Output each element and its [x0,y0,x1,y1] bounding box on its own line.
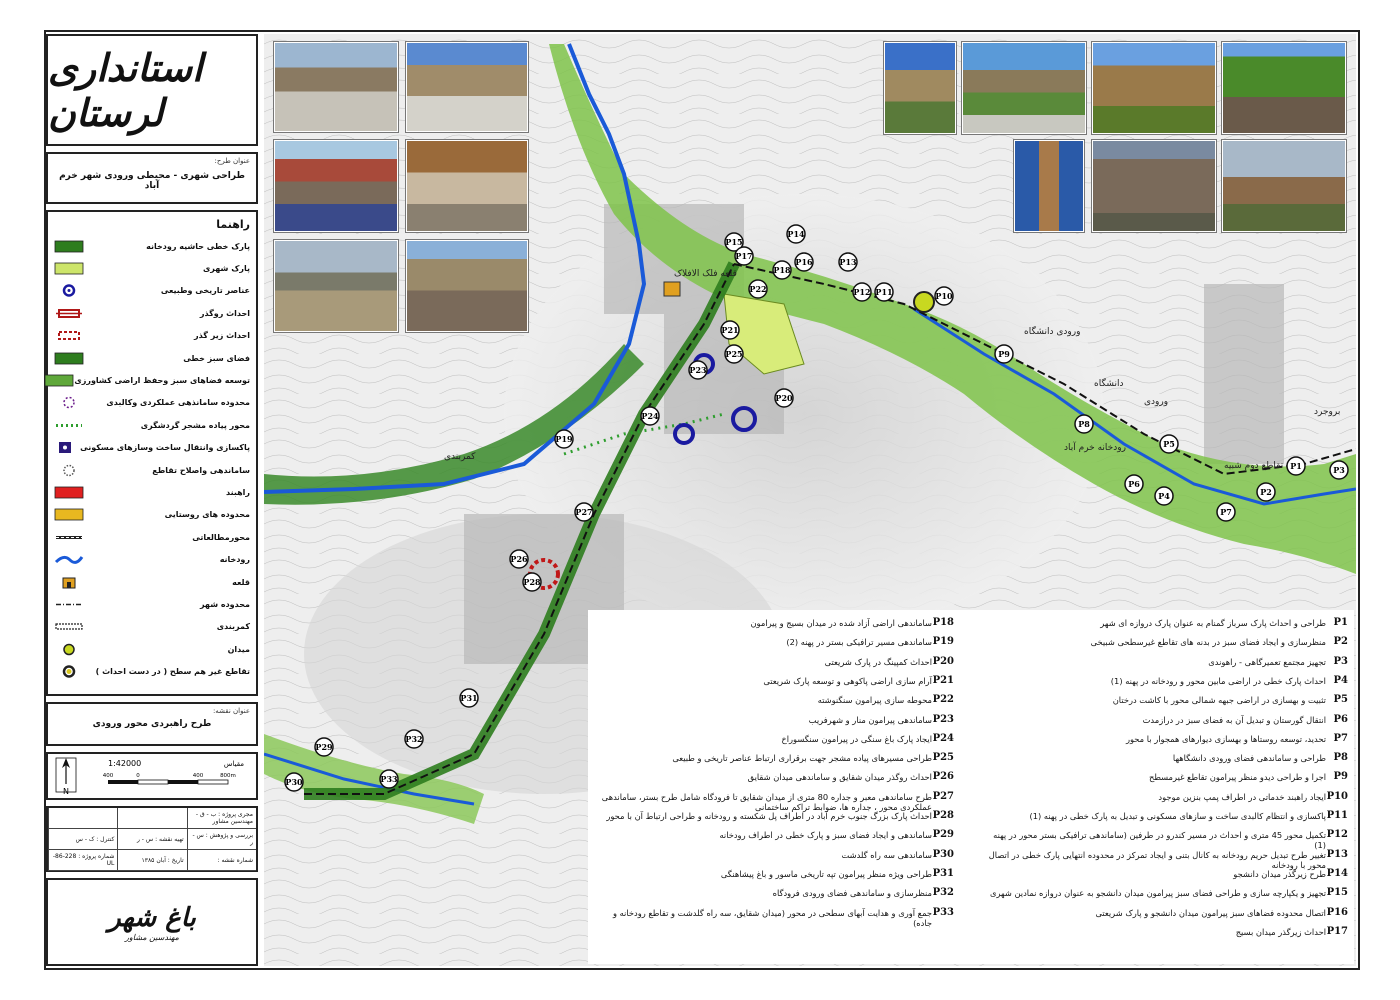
note-code: P9 [1333,771,1348,783]
historic-element-icon [54,284,84,297]
site-photo [1222,42,1346,134]
info-cell: مجری پروژه : ب - ق - مهندسین مشاور [187,808,256,828]
interchange-icon [54,665,84,678]
note-text: ایجاد راهبند خدماتی در اطراف پمپ بنزین موجود [1158,791,1326,802]
note-text: تجهیز و یکپارچه سازی و طراحی فضای سبز پیرامون میدان دانشجو به عنوان دروازه نمادین شهری [989,888,1326,899]
note-row [988,927,1348,937]
svg-text:P32: P32 [405,734,423,744]
site-photo [274,240,398,332]
note-code: P14 [1326,867,1348,879]
marker-p32 [405,730,423,748]
legend-item-label: محدوده سامانذهی عملکردی وکالبدی [106,398,250,408]
note-text: اجرا و طراحی دیدو منظر پیرامون تقاطع غیرمسطح [1148,772,1326,783]
note-row [988,908,1348,918]
marker-p19 [555,430,573,448]
info-cell [117,808,186,828]
svg-text:P31: P31 [460,693,478,703]
linear-green-swatch [54,352,84,365]
legend-item [54,481,250,503]
marker-p16 [795,253,813,271]
marker-p26 [510,550,528,568]
svg-text:P22: P22 [749,284,767,294]
marker-p33 [380,770,398,788]
note-row [988,715,1348,725]
legend-item-label: عناصر تاریخی وطبیعی [160,286,250,296]
svg-text:P18: P18 [773,265,791,275]
marker-p22 [749,280,767,298]
note-text: طراحی مسیرهای پیاده مشجر جهت برقراری ارتباط عناصر تاریخی و طبیعی [672,753,932,764]
map-label: تقاطع دوم شبیه [1224,461,1284,471]
marker-p27 [575,503,593,521]
legend-item-label: توسعه فضاهای سبز وحفظ اراضی کشاورزی [74,376,250,386]
svg-text:P17: P17 [735,251,753,261]
note-code: P20 [932,655,954,667]
note-code: P1 [1333,617,1348,628]
note-code: P30 [932,848,954,860]
note-row [594,792,954,812]
note-row [594,830,954,840]
note-code: P19 [932,636,954,648]
note-text: ایجاد پارک باغ سنگی در پیرامون سنگسوراخ [781,733,932,744]
legend-item-label: محدوده شهر [199,599,250,609]
info-cell: تهیه نقشه : س - ر [117,829,186,849]
note-code: P29 [932,829,954,841]
logo-subtitle: مهندسین مشاور [125,932,179,942]
note-text: منظرسازی و ایجاد فضای سبز در بدنه های تقاطع غیرسطحی شبیخی [1090,637,1326,648]
marker-p5 [1160,435,1178,453]
barrier-swatch [54,486,84,499]
note-text: ساماندهی و ایجاد فضای سبز و پارک خطی در اطراف رودخانه [719,830,932,841]
rural-zone-swatch [54,508,84,521]
note-text: ساماندهی مسیر ترافیکی بستر در پهنه (2) [786,637,932,648]
info-row [48,850,256,871]
svg-text:P13: P13 [839,257,857,267]
north-label: N [63,787,69,796]
svg-text:P21: P21 [721,325,739,335]
note-code: P8 [1333,752,1348,764]
project-info-table [46,806,258,872]
legend-item [54,392,250,414]
svg-text:P33: P33 [380,774,398,784]
note-text: ساماندهی سه راه گلدشت [841,849,932,860]
note-code: P22 [932,694,954,706]
svg-text:P29: P29 [315,742,333,752]
legend-item-label: کمربندی [216,622,250,632]
legend-item [54,280,250,302]
legend-item-label: قلعه [232,577,250,587]
note-text: جمع آوری و هدایت آبهای سطحی در محور (میدان شقایق، سه راه گلدشت و تقاطع رودخانه و جاده) [612,907,932,928]
note-row [988,772,1348,782]
info-row [48,808,256,829]
map-label: بروجرد [1314,407,1341,417]
marker-p10 [935,287,953,305]
svg-text:P15: P15 [725,237,743,247]
sheet-label: عنوان نقشه: [212,707,250,715]
site-photo [1092,42,1216,134]
project-label: عنوان طرح: [214,157,250,165]
consultant-logo [46,878,258,966]
linear-park-swatch [54,240,84,253]
svg-text:P11: P11 [875,287,893,297]
note-code: P6 [1333,713,1348,725]
scale-tick-2: 400 [192,773,204,779]
note-row [594,676,954,686]
note-row [594,908,954,928]
note-row [594,715,954,725]
map-label: قلعه فلک الافلاک [674,269,737,279]
note-code: P2 [1333,636,1348,648]
river-icon [54,553,84,566]
info-cell: تاریخ : آبان ۱۳۸۵ [117,850,186,870]
note-code: P15 [1326,887,1348,899]
note-code: P13 [1326,848,1348,860]
square-marker [914,292,934,312]
marker-p28 [523,573,541,591]
project-title-box [46,152,258,204]
note-row [988,695,1348,705]
legend-item-label: ساماندهی واصلاح تقاطع [152,465,250,475]
note-row [594,888,954,898]
svg-text:P2: P2 [1260,487,1272,497]
svg-text:P3: P3 [1333,465,1345,475]
marker-p14 [787,225,805,243]
marker-p1 [1287,457,1305,475]
note-row [594,695,954,705]
client-title: استانداری لرستان [48,45,203,135]
note-row [988,734,1348,744]
title-block-sidebar [44,30,260,970]
map-label: رودخانه خرم آباد [1064,443,1126,453]
svg-text:P9: P9 [998,349,1010,359]
note-text: تکمیل محور 45 متری و احداث در مسیر کندرو در طرفین (ساماندهی ترافیکی بستر محور در پهنه (1) [993,830,1326,851]
svg-text:P8: P8 [1078,419,1090,429]
marker-p17 [735,247,753,265]
svg-text:P25: P25 [725,349,743,359]
note-row [594,772,954,782]
legend-item [54,235,250,257]
note-code: P5 [1333,694,1348,706]
note-text: منظرسازی و ساماندهی فضای ورودی فرودگاه [772,888,932,899]
marker-p24 [641,407,659,425]
marker-p25 [725,345,743,363]
note-row [988,618,1348,628]
note-code: P28 [932,810,954,821]
legend-item-label: احداث روگذر [199,308,250,318]
note-text: تحدید، توسعه روستاها و بهسازی دیوارهای همجوار با محور [1126,733,1326,744]
legend-item [54,593,250,615]
svg-text:P28: P28 [523,577,541,587]
site-photo [1092,140,1216,232]
note-row [988,753,1348,763]
beltway-icon [54,620,84,633]
marker-p11 [875,283,893,301]
legend-item-label: تقاطع غیر هم سطح ( در دست احداث ) [95,667,250,677]
note-row [594,637,954,647]
svg-text:P1: P1 [1290,461,1302,471]
marker-p8 [1075,415,1093,433]
marker-p3 [1330,461,1348,479]
note-code: P12 [1326,829,1348,841]
overpass-icon [54,307,84,320]
scale-graphic [48,754,256,798]
svg-text:P7: P7 [1220,507,1232,517]
study-axis-icon [54,531,84,544]
agri-green-swatch [44,374,74,387]
square-icon [54,643,84,656]
site-photo [962,42,1086,134]
legend-item [54,437,250,459]
svg-text:P10: P10 [935,291,953,301]
functional-zone-icon [54,396,84,409]
underpass-icon [54,329,84,342]
svg-text:P24: P24 [641,411,659,421]
project-name: طراحی شهری - محیطی ورودی شهر خرم آباد [59,171,245,191]
urban-park-swatch [54,262,84,275]
site-photo [1014,140,1084,232]
city-boundary-icon [54,598,84,611]
scale-tick-3: 800m [220,773,236,779]
clearance-icon [50,441,80,454]
legend-item [54,325,250,347]
note-code: P7 [1333,732,1348,744]
marker-p29 [315,738,333,756]
legend-heading: راهنما [216,218,250,231]
note-row [988,830,1348,850]
note-text: طراحی و ساماندهی فضای ورودی دانشگاهها [1172,753,1326,764]
castle-icon [54,576,84,589]
legend-item-label: فضای سبز خطی [183,353,250,363]
svg-text:P19: P19 [555,434,573,444]
marker-p12 [853,283,871,301]
map-label: کمربندی [444,452,476,462]
note-code: P31 [932,867,954,879]
legend-item-label: پاکسازی وانتقال ساخت وسازهای مسکونی [80,443,250,453]
note-text: احداث زیرگذر میدان بسیج [1235,926,1326,937]
note-row [988,637,1348,647]
legend-item [54,459,250,481]
svg-text:P16: P16 [795,257,813,267]
marker-p9 [995,345,1013,363]
site-photo [1222,140,1346,232]
note-text: ساماندهی اراضی آزاد شده در میدان بسیج و پیرامون [750,618,932,628]
svg-text:P12: P12 [853,287,871,297]
note-code: P3 [1333,655,1348,667]
site-photo [406,140,528,232]
note-text: احداث کمپینگ در پارک شریعتی [824,656,932,667]
note-text: تثبیت و بهسازی در اراضی جبهه شمالی محور با کاشت درختان [1112,695,1326,706]
svg-text:P23: P23 [689,365,707,375]
note-code: P4 [1333,674,1348,686]
marker-p21 [721,321,739,339]
scale-ratio: 1:42000 [108,759,142,768]
note-text: اتصال محدوده فضاهای سبز پیرامون میدان دانشجو و پارک شریعتی [1095,907,1326,918]
scale-tick-0: 400 [102,773,114,779]
note-code: P27 [932,790,954,802]
marker-p6 [1125,475,1143,493]
legend-item-label: میدان [227,644,250,654]
note-row [988,850,1348,870]
marker-p2 [1257,483,1275,501]
client-title-box [46,34,258,146]
note-row [594,734,954,744]
svg-text:P4: P4 [1158,491,1170,501]
legend-item [54,504,250,526]
scale-bar [108,780,228,784]
legend-item [54,526,250,548]
svg-text:P5: P5 [1163,439,1175,449]
legend-item-label: محدوده های روستایی [164,510,250,520]
info-cell: بررسی و پژوهش : س - ر [187,829,256,849]
marker-p31 [460,689,478,707]
sheet-title-box [46,702,258,746]
note-row [988,676,1348,686]
legend-list [54,235,250,683]
note-code: P10 [1326,790,1348,802]
note-text: احداث روگذر میدان شقایق و ساماندهی میدان شقایق [747,772,932,783]
site-photo [884,42,956,134]
note-code: P32 [932,887,954,899]
legend-item [54,369,250,391]
tourist-walkway-icon [54,419,84,432]
intersection-icon [54,464,84,477]
marker-p23 [689,361,707,379]
note-text: طرح ساماندهی معبر و جداره 80 متری از میدان شقایق تا فرودگاه شامل طرح بستر، ساماندهی عملکردی محور ، جداره ها، ضوابط تراکم ساختمانی [601,791,932,812]
note-text: انتقال گورستان و تبدیل آن به فضای سبز در درازمدت [1142,714,1326,725]
legend-item-label: محور پیاده مشجر گردشگری [140,420,250,430]
scale-box [46,752,258,800]
marker-p18 [773,261,791,279]
note-row [594,869,954,879]
info-cell: کنترل : ک - س [48,829,117,849]
note-text: ساماندهی پیرامون منار و شهرفریب [808,714,932,725]
legend-item-label: پارک شهری [202,264,250,274]
legend-item-label: محورمطالعاتی [192,532,250,542]
note-row [988,792,1348,802]
site-photo [406,42,528,132]
note-row [594,850,954,860]
marker-p20 [775,389,793,407]
note-code: P11 [1326,810,1348,821]
legend-item [54,347,250,369]
legend-item [54,571,250,593]
svg-text:P6: P6 [1128,479,1140,489]
scale-label: مقیاس [223,760,244,768]
marker-p4 [1155,487,1173,505]
scale-tick-1: 0 [136,773,140,779]
legend-item-label: احداث زیر گذر [194,331,250,341]
note-code: P23 [932,713,954,725]
note-code: P16 [1326,906,1348,918]
site-photo [274,42,398,132]
legend-item [54,257,250,279]
note-row [988,869,1348,879]
marker-p13 [839,253,857,271]
note-text: تغییر طرح تبدیل حریم رودخانه به کانال بتنی و ایجاد تمرکز در محدوده انتهایی پارک خطی در اتصال محور با رودخانه [988,849,1326,870]
note-row [594,657,954,667]
note-row [594,811,954,821]
note-text: پاکسازی و انتظام کالبدی ساخت و سازهای مسکونی و تبدیل به پارک خطی در پهنه (1) [1029,811,1326,821]
svg-text:P30: P30 [285,777,303,787]
note-text: احداث پارک بزرگ جنوب خرم آباد در اطراف پل شکسته و رودخانه و طراحی ارتباط آن با محور [606,811,932,821]
note-code: P33 [932,906,954,918]
legend-item [54,660,250,682]
note-code: P18 [932,617,954,628]
svg-text:P14: P14 [787,229,805,239]
note-code: P25 [932,752,954,764]
legend-item-label: راهبند [225,487,250,497]
note-text: طراحی ویژه منظر پیرامون تپه تاریخی ماسور و باغ پیشاهنگی [720,868,932,879]
map-label: ورودی دانشگاه [1024,327,1081,337]
legend-item-label: پارک خطی حاشیه رودخانه [146,241,250,251]
info-cell: شماره نقشه : [187,850,256,870]
svg-text:P20: P20 [775,393,793,403]
site-photo [406,240,528,332]
svg-text:P26: P26 [510,554,528,564]
note-text: احداث پارک خطی در اراضی مابین محور و رودخانه در پهنه (1) [1110,675,1326,686]
note-row [988,811,1348,821]
note-code: P17 [1326,925,1348,937]
note-text: طراحی و احداث پارک سرباز گمنام به عنوان پارک دروازه ای شهر [1100,618,1326,628]
info-cell [48,808,117,828]
marker-p7 [1217,503,1235,521]
note-text: آرام سازی اراضی پاکوهی و توسعه پارک شریعتی [763,675,932,686]
note-code: P21 [932,674,954,686]
info-row [48,829,256,850]
note-row [594,753,954,763]
map-label: ورودی [1144,397,1169,407]
note-code: P26 [932,771,954,783]
castle-marker [664,282,680,296]
info-cell: شماره پروژه : 228-86-UL [48,850,117,870]
note-text: محوطه سازی پیرامون سنگنوشته [817,695,932,706]
site-photo [274,140,398,232]
legend [46,210,258,696]
legend-item-label: رودخانه [219,555,250,565]
map-label: دانشگاه [1094,379,1124,389]
legend-item [54,548,250,570]
note-code: P24 [932,732,954,744]
note-text: تجهیز مجتمع تعمیرگاهی - راهوندی [1208,656,1326,667]
legend-item [54,616,250,638]
svg-text:P27: P27 [575,507,593,517]
note-text: طرح زیرگذر میدان دانشجو [1233,868,1326,879]
marker-p30 [285,773,303,791]
sheet-name: طرح راهبردی محور ورودی [92,719,212,729]
note-row [594,618,954,628]
legend-item [54,414,250,436]
project-notes-panel [588,610,1354,964]
logo-mark: باغ شهر [108,902,196,933]
legend-item [54,302,250,324]
note-row [988,888,1348,898]
note-row [988,657,1348,667]
legend-item [54,638,250,660]
